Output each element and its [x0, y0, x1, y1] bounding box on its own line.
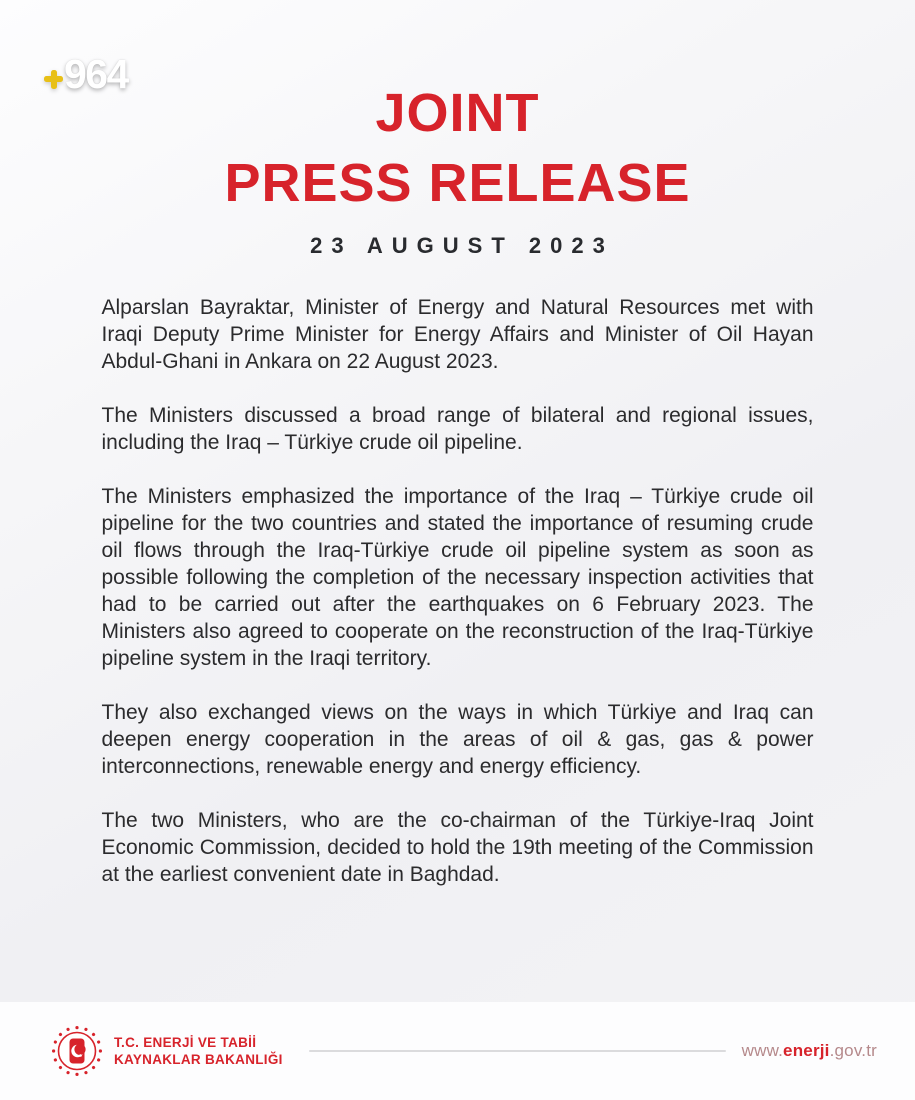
header	[0, 0, 915, 259]
press-paragraph: They also exchanged views on the ways in which Türkiye and Iraq can deepen energy cooperation in the areas of oil & gas, gas & power interconnections, renewable energy and energy efficiency.	[101, 701, 814, 778]
press-paragraph: Alparslan Bayraktar, Minister of Energy and Natural Resources met with Iraqi Deputy Prime Minister for Energy Affairs and Minister of Oil Hayan Abdul-Ghani in Ankara on 22 August 2023.	[101, 296, 814, 373]
ministry-name-line-1: T.C. ENERJİ VE TABİİ	[114, 1035, 257, 1050]
press-release-body	[102, 294, 814, 888]
ministry-identity	[50, 1024, 283, 1078]
title-line-1: JOINT	[375, 83, 540, 143]
title-line-2: PRESS RELEASE	[224, 153, 691, 213]
brand-number: 964	[64, 51, 128, 97]
footer-divider	[309, 1050, 726, 1052]
ministry-name	[114, 1034, 283, 1068]
press-paragraph: The Ministers emphasized the importance of the Iraq – Türkiye crude oil pipeline for the two countries and stated the importance of resuming crude oil flows through the Iraq-Türkiye crude oil pipeline system as soon as possible following the completion of the necessary inspection activities that had to be carried out after the earthquakes on 6 February 2023. The Ministers also agreed to cooperate on the reconstruction of the Iraq-Türkiye pipeline system in the Iraqi territory.	[101, 485, 814, 670]
release-date: 23 AUGUST 2023	[310, 233, 614, 258]
ministry-name-line-2: KAYNAKLAR BAKANLIĞI	[114, 1052, 283, 1067]
press-paragraph: The Ministers discussed a broad range of bilateral and regional issues, including the Iraq – Türkiye crude oil pipeline.	[101, 404, 814, 454]
page-title	[0, 78, 915, 218]
website-suffix: .gov.tr	[829, 1041, 877, 1060]
ministry-emblem-icon	[50, 1024, 104, 1078]
press-paragraph: The two Ministers, who are the co-chairman of the Türkiye-Iraq Joint Economic Commission, decided to hold the 19th meeting of the Commission at the earliest convenient date in Baghdad.	[101, 809, 814, 886]
plus-icon	[44, 70, 63, 89]
website-url	[742, 1041, 877, 1061]
website-prefix: www.	[741, 1041, 784, 1060]
plus964-logo	[44, 51, 128, 97]
website-domain: enerji	[783, 1041, 830, 1060]
footer	[0, 1002, 915, 1100]
